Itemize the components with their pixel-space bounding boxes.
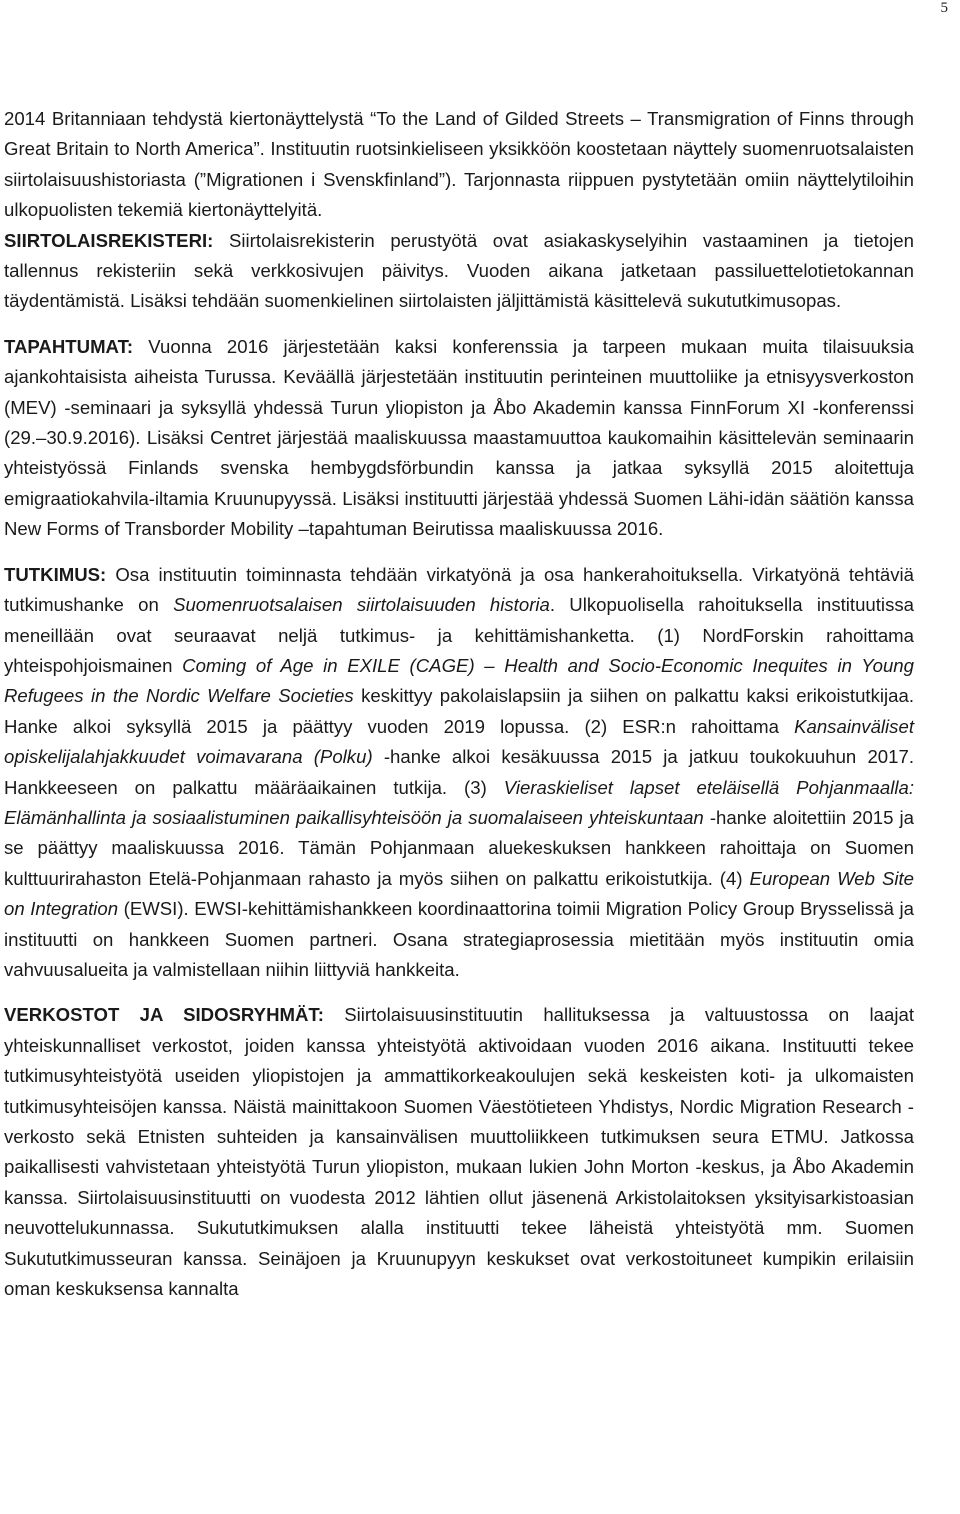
paragraph-exhibitions: 2014 Britanniaan tehdystä kiertonäyttelystä “To the Land of Gilded Streets – Transmigration of Finns through Great Britain to North America”. Instituutin ruotsinkieliseen yksikköön koostetaan näyttely suomenruotsalaisten siirtolaisuushistoriasta (”Migrationen i Svenskfinland”). Tarjonnasta riippuen pystytetään omiin näyttelytiloihin ulkopuolisten tekemiä kiertonäyttelyitä. — [4, 108, 914, 221]
section-text-siirtolaisrekisteri: Siirtolaisrekisterin perustyötä ovat asiakaskyselyihin vastaaminen ja tietojen tallennus rekisteriin sekä verkkosivujen päivitys. Vuoden aikana jatketaan passiluettelotietokannan täydentämistä. Lisäksi tehdään suomenkielinen siirtolaisten jäljittämistä käsittelevä sukututkimusopas. — [4, 229, 914, 312]
section-heading-siirtolaisrekisteri: SIIRTOLAISREKISTERI: — [4, 229, 214, 251]
tutkimus-text-2: . Ulkopuolisella rahoituksella instituutissa meneillään ovat seuraavat neljä tutkimus- ja kehittämishanketta. (1) NordForskin rahoittama yhteispohjoismainen — [4, 594, 915, 676]
tutkimus-text-1: Osa instituutin toiminnasta tehdään virkatyönä ja osa hankerahoituksella. Virkatyönä tehtäviä tutkimushanke on — [4, 563, 914, 616]
tutkimus-text-4: -hanke alkoi kesäkuussa 2015 ja jatkuu toukokuuhun 2017. Hankkeeseen on palkattu määräaikainen tutkija. (3) — [4, 746, 914, 798]
section-text-tapahtumat: Vuonna 2016 järjestetään kaksi konferenssia ja tarpeen mukaan muita tilaisuuksia ajankohtaisista aiheista Turussa. Keväällä järjestetään instituutin perinteinen muuttoliike ja etnisyysverkoston (MEV) -seminaari ja syksyllä yhdessä Turun yliopiston ja Åbo Akademin kanssa FinnForum XI -konferenssi (29.–30.9.2016). Lisäksi Centret järjestää maaliskuussa maastamuuttoa kaukomaihin käsittelevän seminaarin yhteistyössä Finlands svenska hembygdsförbundin kanssa ja jatkaa syksyllä 2015 aloitettuja emigraatiokahvila-iltamia Kruunupyyssä. Lisäksi instituutti järjestää yhdessä Suomen Lähi-idän säätiön kanssa New Forms of Transborder Mobility –tapahtuman Beirutissa maaliskuussa 2016. — [4, 335, 914, 540]
tutkimus-text-5: -hanke aloitettiin 2015 ja se päättyy maaliskuussa 2016. Tämän Pohjanmaan aluekeskuksen hankkeen rahoittaja on Suomen kulttuurirahaston Etelä-Pohjanmaan rahasto ja myös siihen on palkattu erikoistutkija. (4) — [4, 806, 914, 889]
section-heading-tutkimus: TUTKIMUS: — [4, 563, 107, 585]
tutkimus-text-6: (EWSI). EWSI-kehittämishankkeen koordinaattorina toimii Migration Policy Group Brysselissä ja instituutti on hankkeen Suomen partneri. Osana strategiaprosessia mietitään myös instituutin omia vahvuusalueita ja valmistellaan niihin liittyviä hankkeita. — [4, 898, 914, 980]
tutkimus-project-title-2: Coming of Age in EXILE (CAGE) – Health and Socio-Economic Inequites in Young Refugees in the Nordic Welfare Societies — [4, 654, 914, 707]
tutkimus-text-3: keskittyy pakolaislapsiin ja siihen on palkattu kaksi erikoistutkijaa. Hanke alkoi syksyllä 2015 ja päättyy vuoden 2019 lopussa. (2) ESR:n rahoittama — [4, 685, 914, 737]
paragraph-tapahtumat — [4, 332, 914, 545]
paragraph-tutkimus — [4, 560, 914, 986]
paragraph-siirtolaisrekisteri — [4, 226, 914, 317]
paragraph-verkostot — [4, 1000, 914, 1304]
document-body — [4, 104, 914, 1319]
tutkimus-project-title-3: Kansainväliset opiskelijalahjakkuudet voimavarana (Polku) — [4, 715, 914, 768]
section-heading-tapahtumat: TAPAHTUMAT: — [4, 335, 134, 357]
tutkimus-project-title-1: Suomenruotsalaisen siirtolaisuuden historia — [173, 594, 550, 616]
section-heading-verkostot: VERKOSTOT JA SIDOSRYHMÄT: — [4, 1004, 324, 1026]
tutkimus-project-title-5: European Web Site on Integration — [4, 867, 914, 920]
page-number: 5 — [940, 0, 948, 16]
tutkimus-project-title-4: Vieraskieliset lapset eteläisellä Pohjanmaalla: Elämänhallinta ja sosiaalistuminen paikallisyhteisöön ja suomalaiseen yhteiskuntaan — [4, 776, 914, 828]
section-text-verkostot: Siirtolaisuusinstituutin hallituksessa ja valtuustossa on laajat yhteiskunnalliset verkostot, joiden kanssa yhteistyötä aktivoidaan vuoden 2016 aikana. Instituutti tekee tutkimusyhteistyötä useiden yliopistojen ja ammattikorkeakoulujen sekä keskeisten koti- ja ulkomaisten tutkimusyhteisöjen kanssa. Näistä mainittakoon Suomen Väestötieteen Yhdistys, Nordic Migration Research -verkosto sekä Etnisten suhteiden ja kansainvälisen muuttoliikkeen tutkimuksen seura ETMU. Jatkossa paikallisesti vahvistetaan yhteistyötä Turun yliopiston, mukaan lukien John Morton -keskus, ja Åbo Akademin kanssa. Siirtolaisuusinstituutti on vuodesta 2012 lähtien ollut jäsenenä Arkistolaitoksen yksityisarkistoasian neuvottelukunnassa. Sukututkimuksen alalla instituutti tekee läheistä yhteistyötä mm. Suomen Sukututkimusseuran kanssa. Seinäjoen ja Kruunupyyn keskukset ovat verkostoituneet kumpikin erilaisiin oman keskuksensa kannalta — [4, 1004, 914, 1300]
